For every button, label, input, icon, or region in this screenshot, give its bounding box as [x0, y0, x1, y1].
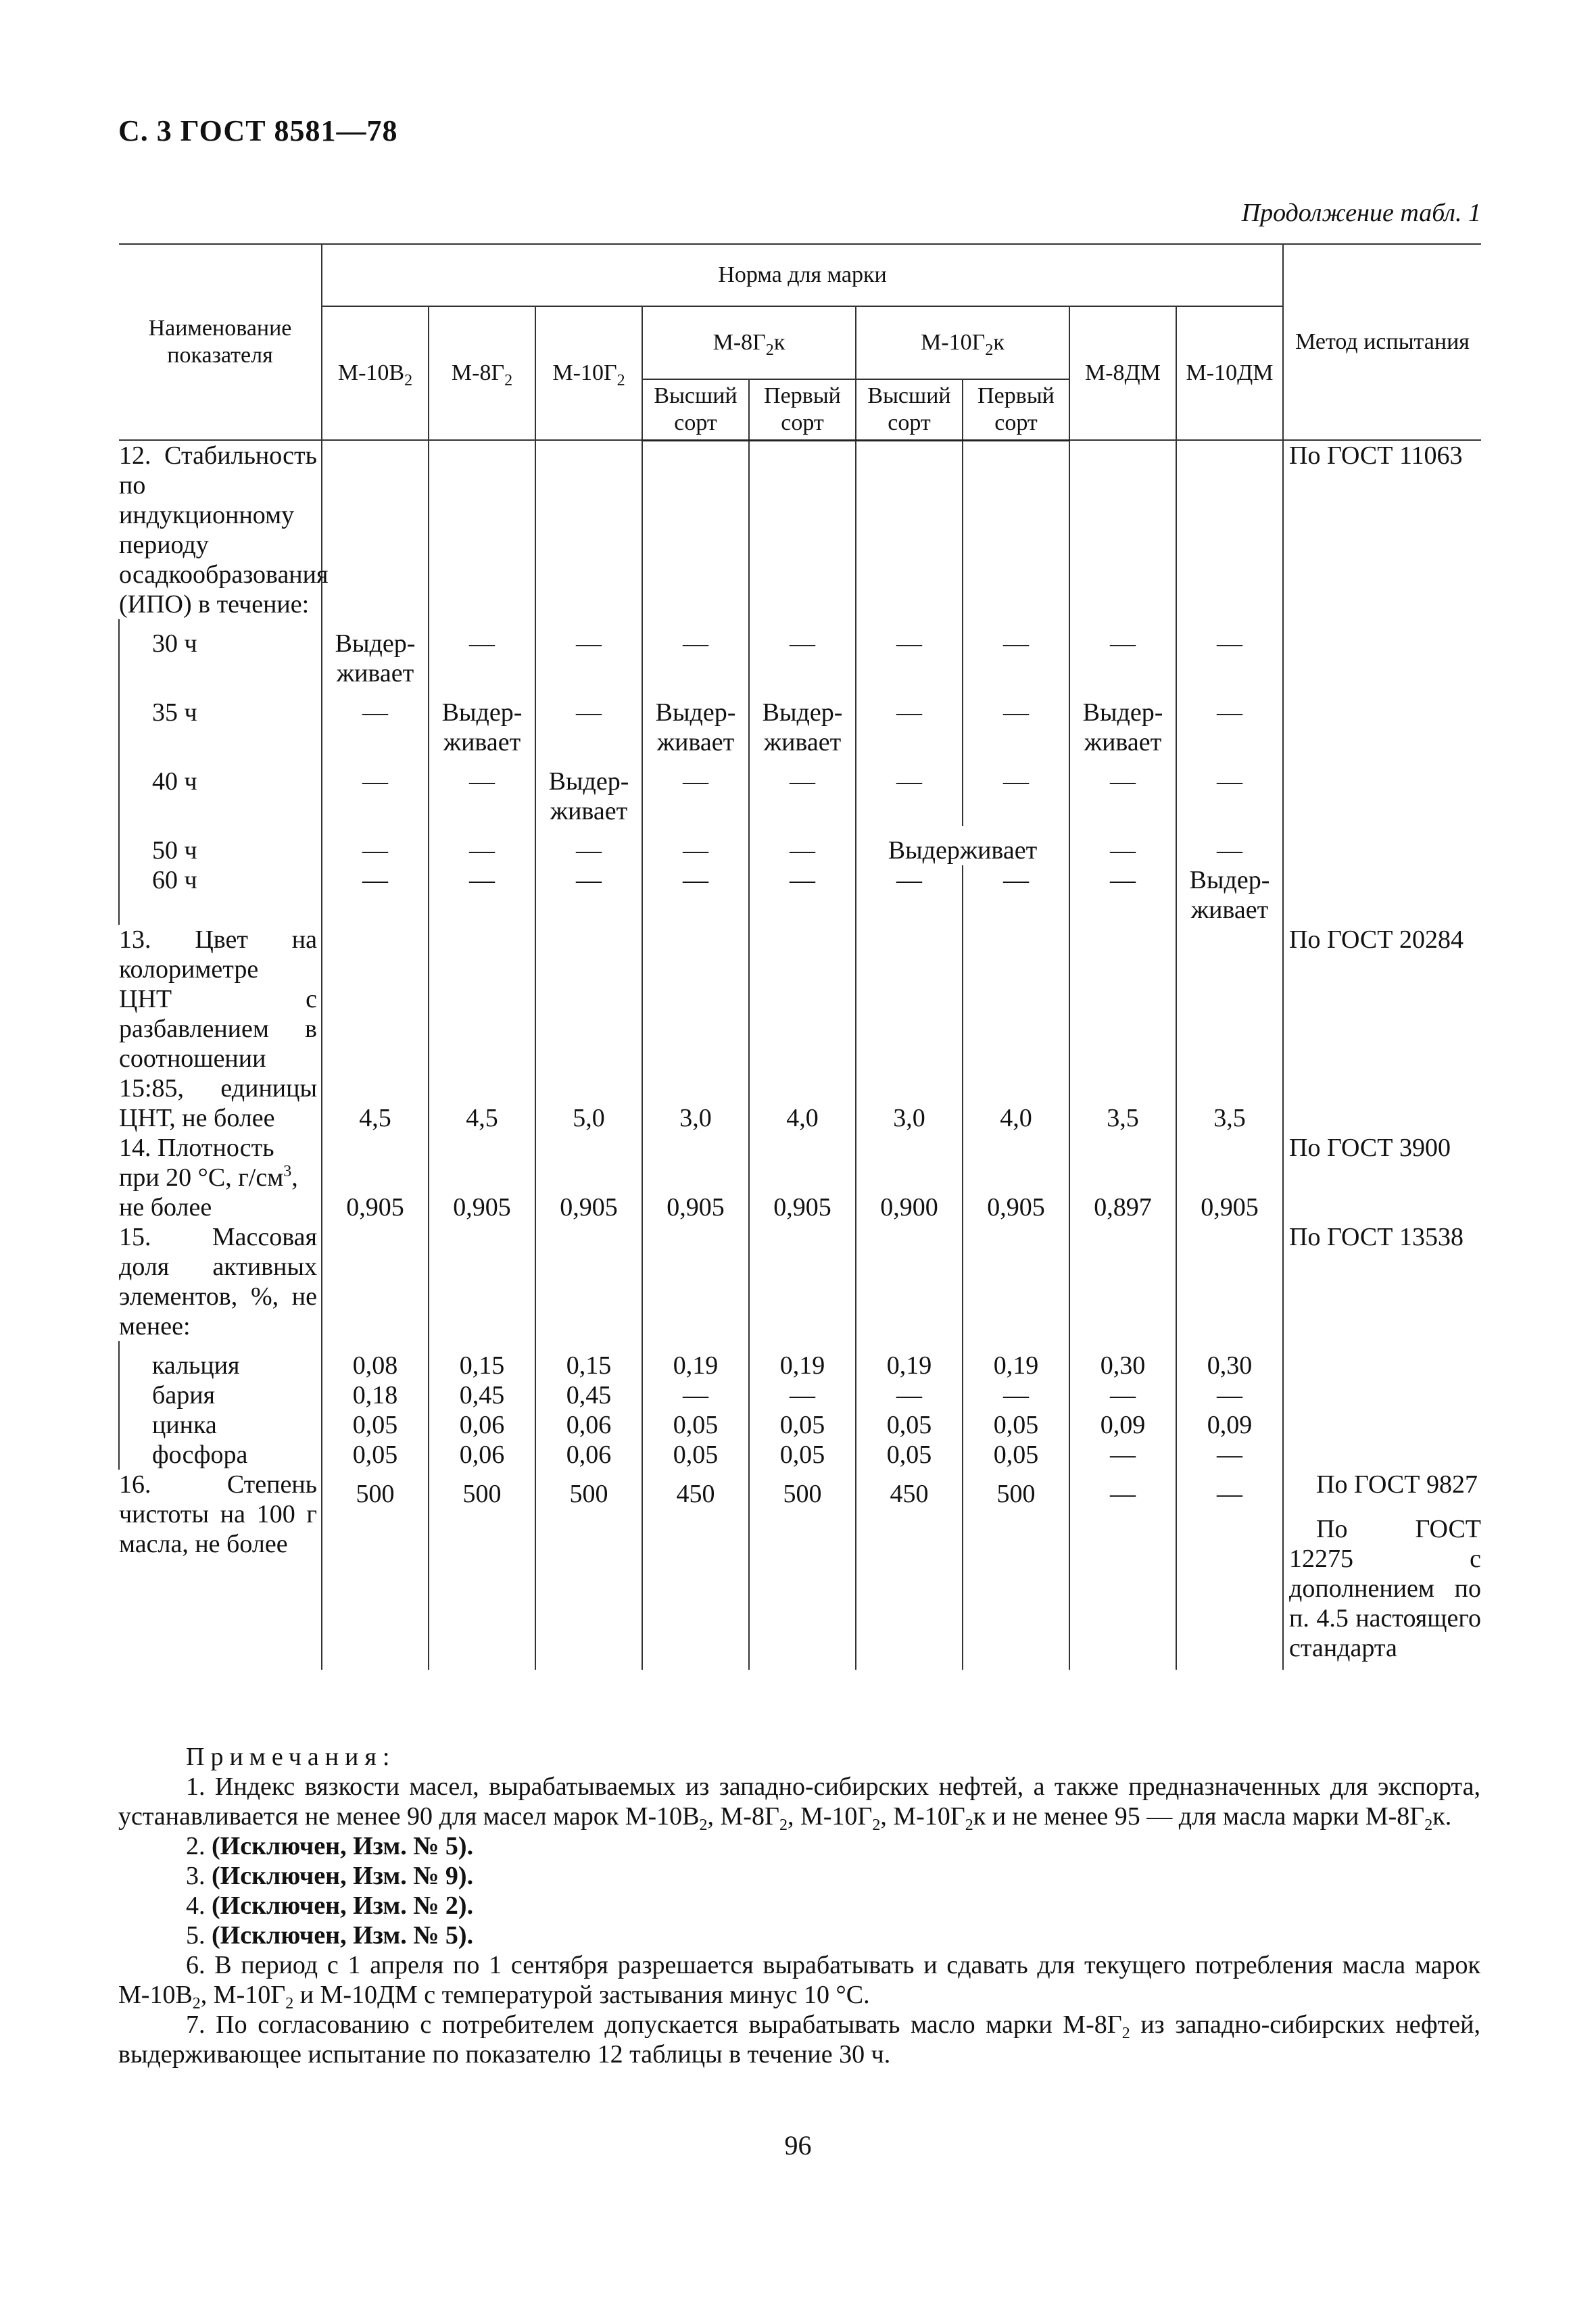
cell: —: [1069, 826, 1176, 865]
grade-m8g2: $М-8Г_2$: [429, 306, 535, 440]
cell: —: [749, 826, 856, 865]
notes: [118, 1742, 1480, 2069]
cell: Выдер-живает: [642, 688, 749, 757]
cell: —: [429, 757, 535, 826]
cell: Выдер-живает: [749, 688, 856, 757]
cell: Выдер-живает: [1069, 688, 1176, 757]
row-15-element-labels: кальция бария цинка фосфора: [119, 1341, 322, 1470]
cell: Выдер-живает: [535, 757, 642, 826]
row-15-elements: [119, 1341, 1481, 1470]
row-14: [119, 1133, 1481, 1222]
row-12-method: По ГОСТ 11063: [1283, 440, 1481, 619]
row-14-name: 14. Плотность при 20 °С, $г/см^3$, не более: [119, 1133, 322, 1222]
row-12-35h: [119, 688, 1481, 757]
grade-m8g2k: $М-8Г_2к$: [642, 306, 856, 379]
cell: 0,905: [346, 1193, 404, 1222]
cell: 500: [535, 1470, 642, 1509]
cell: 4,0: [1000, 1104, 1032, 1132]
row-13: [119, 925, 1481, 1133]
row-16: [119, 1470, 1481, 1509]
row-14-values-wrap: [322, 1133, 1283, 1222]
cell: —: [963, 757, 1069, 826]
row-13-method: По ГОСТ 20284: [1283, 925, 1481, 1133]
note-1: 1. Индекс вязкости масел, вырабатываемых из западно-сибирских нефтей, а также предназначенных для экспорта, устанавливается не менее 90 для масел марок $М-10В_2$, $М-8Г_2$, $М-10Г_2$, $М-10Г_2к$ и не менее 95 — для масла марки $М-8Г_2к$.: [118, 1772, 1480, 1834]
row-12-50h: [119, 826, 1481, 865]
row-12-30h: [119, 619, 1481, 688]
cell: 4,5: [466, 1104, 498, 1132]
cell: —: [749, 619, 856, 688]
cell: —: [1176, 757, 1283, 826]
cell: 0,897: [1094, 1193, 1152, 1222]
row-label: 60 ч: [119, 865, 322, 925]
row-12-50h-label: 50 ч: [119, 826, 322, 865]
sort-high-m8g2k: Высший сорт: [642, 379, 749, 441]
cell-elements: 0,30 — 0,09 —: [1069, 1341, 1176, 1470]
row-12-60h: [119, 865, 1481, 925]
cell: 0,905: [560, 1193, 618, 1222]
cell: 3,0: [893, 1104, 925, 1132]
cell: —: [322, 757, 429, 826]
row-15: [119, 1222, 1481, 1341]
cell: 500: [429, 1470, 535, 1509]
row-label: 30 ч: [119, 619, 322, 688]
note-2: 2. (Исключен, Изм. № 5).: [186, 1832, 474, 1860]
cell: —: [1069, 619, 1176, 688]
cell: 0,905: [453, 1193, 511, 1222]
cell: —: [1069, 757, 1176, 826]
cell: 0,905: [667, 1193, 725, 1222]
grade-m10g2: $М-10Г_2$: [535, 306, 642, 440]
cell: —: [429, 865, 535, 925]
cell: —: [856, 757, 963, 826]
cell: —: [535, 826, 642, 865]
table-continuation-label: Продолжение табл. 1: [1241, 199, 1481, 227]
note-6: 6. В период с 1 апреля по 1 сентября разрешается вырабатывать и сдавать для текущего потребления масла марок $М-10В_2$, $М-10Г_2$ и М-10ДМ с температурой застывания минус 10 °С.: [118, 1951, 1480, 2012]
cell: —: [642, 865, 749, 925]
cell-elements: 0,15 0,45 0,06 0,06: [535, 1341, 642, 1470]
row-14-values: [322, 1133, 1282, 1222]
cell: —: [642, 619, 749, 688]
row-15-name: 15. Массовая доля активных элементов, %, не менее:: [119, 1222, 322, 1341]
cell: Выдер-живает: [429, 688, 535, 757]
note-5: 5. (Исключен, Изм. № 5).: [186, 1921, 474, 1950]
note-3: 3. (Исключен, Изм. № 9).: [186, 1862, 474, 1890]
row-13-values: [322, 925, 1282, 1133]
cell: —: [535, 865, 642, 925]
row-14-method: По ГОСТ 3900: [1283, 1133, 1481, 1222]
cell: 500: [322, 1470, 429, 1509]
row-16-method-1: По ГОСТ 9827: [1283, 1470, 1481, 1509]
cell-elements: 0,08 0,18 0,05 0,05: [322, 1341, 429, 1470]
cell: —: [749, 865, 856, 925]
cell: —: [749, 757, 856, 826]
cell: —: [856, 688, 963, 757]
row-16-extra: [119, 1509, 1481, 1670]
cell-elements: 0,19 — 0,05 0,05: [856, 1341, 963, 1470]
sort-first-m8g2k: Первый сорт: [749, 379, 856, 441]
cell: 0,905: [1201, 1193, 1259, 1222]
cell: 450: [642, 1470, 749, 1509]
cell: 5,0: [573, 1104, 605, 1132]
cell: —: [963, 619, 1069, 688]
cell: —: [322, 688, 429, 757]
cell: 3,5: [1107, 1104, 1139, 1132]
cell: 0,905: [773, 1193, 831, 1222]
row-15-method: По ГОСТ 13538: [1283, 1222, 1481, 1341]
cell: —: [963, 865, 1069, 925]
cell: —: [322, 826, 429, 865]
row-12-name: 12. Стабильность по индукционному периоду осадкообразования (ИПО) в течение:: [119, 441, 329, 619]
cell: 3,0: [679, 1104, 712, 1132]
cell: 500: [963, 1470, 1069, 1509]
cell: Выдер-живает: [1176, 865, 1283, 925]
cell-elements: 0,19 — 0,05 0,05: [963, 1341, 1069, 1470]
cell: Выдер-живает: [322, 619, 429, 688]
col-header-method: Метод испытания: [1283, 244, 1481, 440]
col-header-name: Наименование показателя: [119, 244, 322, 440]
cell: 0,900: [880, 1193, 938, 1222]
cell: —: [963, 688, 1069, 757]
cell-elements: 0,19 — 0,05 0,05: [642, 1341, 749, 1470]
cell-elements: 0,30 — 0,09 —: [1176, 1341, 1283, 1470]
page-header: С. 3 ГОСТ 8581—78: [118, 114, 398, 147]
cell: —: [322, 865, 429, 925]
cell: 3,5: [1213, 1104, 1246, 1132]
sort-first-m10g2k: Первый сорт: [963, 379, 1069, 441]
cell-elements: 0,19 — 0,05 0,05: [749, 1341, 856, 1470]
cell: —: [1176, 1470, 1283, 1509]
page-number: 96: [784, 2130, 812, 2161]
note-4: 4. (Исключен, Изм. № 2).: [186, 1891, 474, 1920]
cell: —: [642, 826, 749, 865]
cell: —: [1176, 688, 1283, 757]
grade-m10v2: $М-10В_2$: [322, 306, 429, 440]
cell: —: [856, 619, 963, 688]
grade-m10dm: М-10ДМ: [1176, 306, 1283, 440]
row-16-name: 16. Степень чистоты на 100 г масла, не более: [119, 1470, 322, 1670]
norm-table: [118, 243, 1481, 1670]
cell-elements: 0,15 0,45 0,06 0,06: [429, 1341, 535, 1470]
grade-m10g2k: $М-10Г_2к$: [856, 306, 1069, 379]
sort-high-m10g2k: Высший сорт: [856, 379, 963, 441]
cell: —: [642, 757, 749, 826]
grade-m8dm: М-8ДМ: [1069, 306, 1176, 440]
cell: 4,0: [786, 1104, 819, 1132]
col-header-norm: Норма для марки: [322, 244, 1283, 306]
cell: —: [429, 826, 535, 865]
cell: —: [856, 865, 963, 925]
cell: 450: [856, 1470, 963, 1509]
cell: —: [1069, 1470, 1176, 1509]
cell: —: [1176, 826, 1283, 865]
cell-merged: Выдерживает: [856, 826, 1069, 865]
cell: —: [535, 688, 642, 757]
notes-title: Примечания:: [186, 1743, 396, 1771]
cell: —: [1069, 865, 1176, 925]
cell: —: [535, 619, 642, 688]
cell: —: [429, 619, 535, 688]
cell: 500: [749, 1470, 856, 1509]
row-12-header: [119, 440, 1481, 619]
row-label: 35 ч: [119, 688, 322, 757]
row-12-40h: [119, 757, 1481, 826]
row-13-values-wrap: [322, 925, 1283, 1133]
cell: —: [1176, 619, 1283, 688]
row-16-method-2: По ГОСТ 12275 с дополнением по п. 4.5 настоящего стандарта: [1283, 1509, 1481, 1670]
note-7: 7. По согласованию с потребителем допускается вырабатывать масло марки $М-8Г_2$ из западно-сибирских нефтей, выдерживающее испытание по показателю 12 таблицы в течение 30 ч.: [118, 2010, 1480, 2069]
cell: 0,905: [987, 1193, 1045, 1222]
cell: 4,5: [359, 1104, 391, 1132]
row-label: 40 ч: [119, 757, 322, 826]
row-13-name: 13. Цвет на колориметре ЦНТ с разбавлением в соотношении 15:85, единицы ЦНТ, не более: [119, 925, 322, 1133]
